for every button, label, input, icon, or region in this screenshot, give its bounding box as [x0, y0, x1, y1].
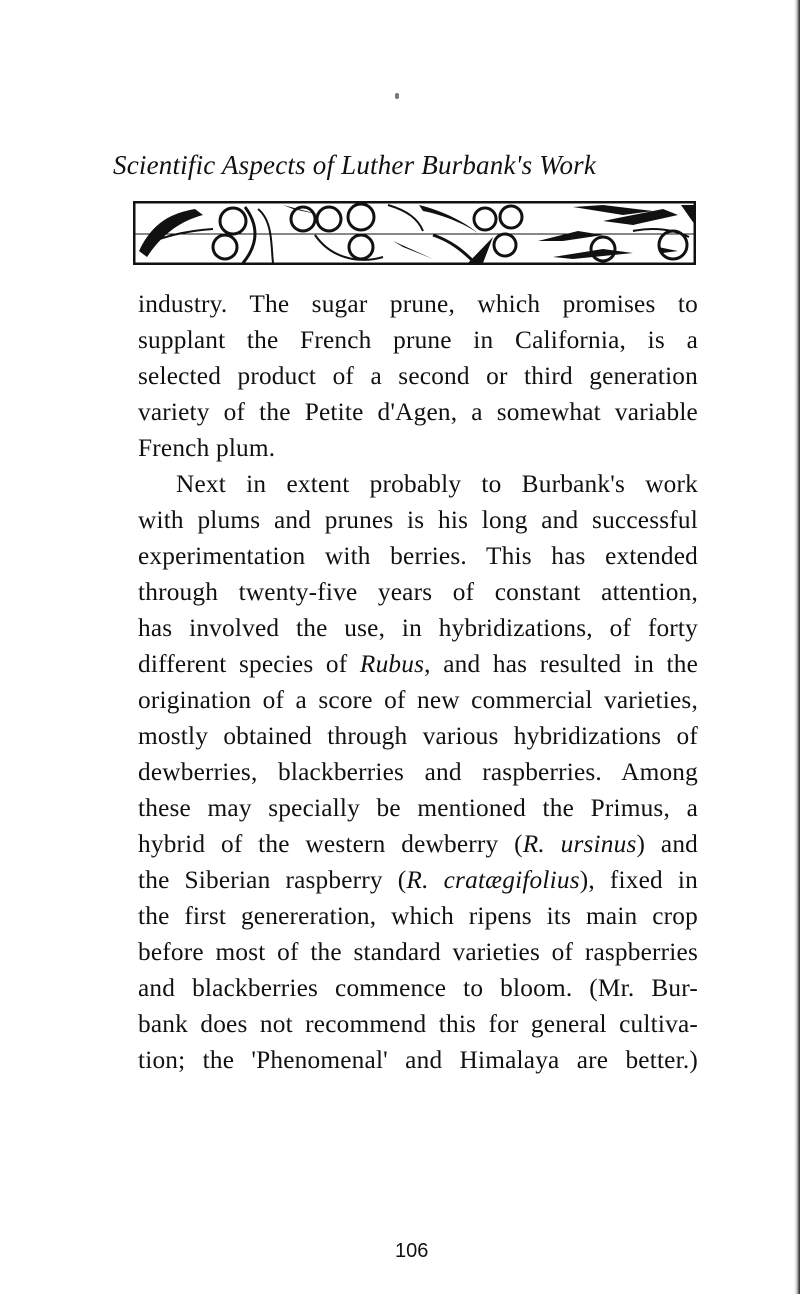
text-line: bank does not recommend this for general cultiva- [138, 1010, 698, 1038]
text-line: French plum. [138, 434, 276, 462]
text-line: dewberries, blackberries and raspberries. Among [138, 758, 698, 786]
text-line: experimentation with berries. This has extended [138, 542, 698, 570]
page-edge-shadow [794, 0, 800, 1294]
text-line: selected product of a second or third generation [138, 362, 698, 390]
text-line: through twenty-five years of constant attention, [138, 578, 698, 606]
text-line: different species of Rubus, and has resulted in the [138, 650, 699, 678]
page-number: 106 [395, 1240, 429, 1262]
text-line: before most of the standard varieties of raspberries [138, 938, 698, 966]
body-text [138, 286, 698, 1078]
text-line: and blackberries commence to bloom. (Mr. Bur- [138, 974, 698, 1002]
text-line: the first genereration, which ripens its main crop [138, 902, 698, 930]
text-line: has involved the use, in hybridizations, of forty [138, 614, 698, 642]
text-line: these may specially be mentioned the Primus, a [138, 794, 698, 822]
italic-term: Rubus [359, 650, 425, 678]
text-line: origination of a score of new commercial varieties, [138, 686, 698, 714]
decorative-headband-ornament [133, 201, 696, 265]
text-line: mostly obtained through various hybridizations of [138, 722, 698, 750]
italic-term: R. cratægifolius [406, 866, 580, 894]
text-line: hybrid of the western dewberry (R. ursinus) and [138, 830, 699, 858]
running-head-title: Scientific Aspects of Luther Burbank's Work [113, 150, 597, 180]
text-line: the Siberian raspberry (R. cratægifolius), fixed in [138, 866, 698, 894]
text-line: with plums and prunes is his long and successful [138, 506, 698, 534]
text-line: supplant the French prune in California, is a [138, 326, 698, 354]
text-line: variety of the Petite d'Agen, a somewhat variable [138, 398, 698, 426]
print-speck [395, 93, 399, 99]
italic-term: R. ursinus [522, 830, 637, 858]
text-line: tion; the 'Phenomenal' and Himalaya are better.) [138, 1046, 698, 1074]
text-line: Next in extent probably to Burbank's work [176, 470, 698, 498]
text-line: industry. The sugar prune, which promises to [138, 290, 698, 318]
